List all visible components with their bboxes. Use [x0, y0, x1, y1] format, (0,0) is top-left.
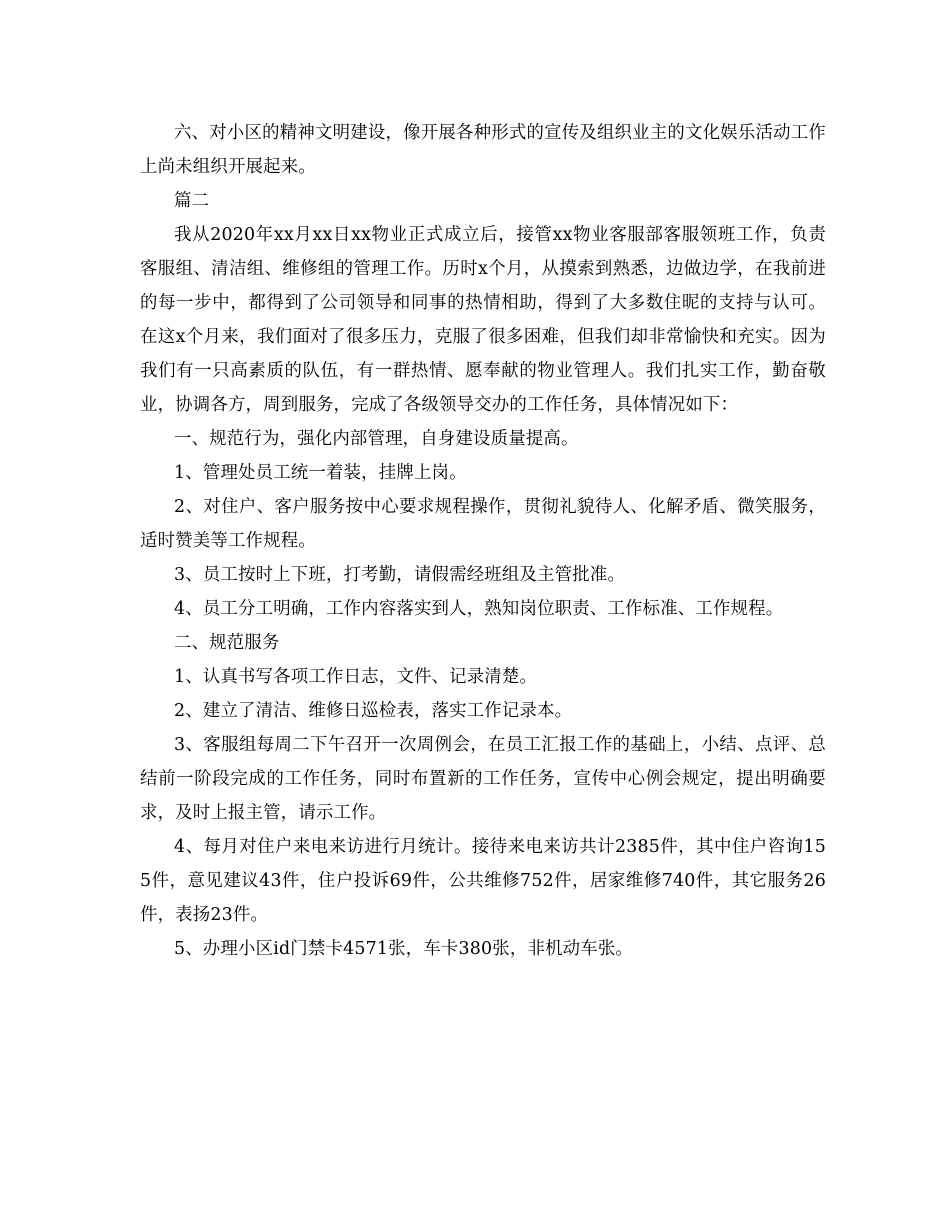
- section-heading-standardize-service: 二、规范服务: [174, 633, 280, 653]
- document-body: [140, 116, 826, 966]
- list-item-weekly-meeting: 3、客服组每周二下午召开一次周例会，在员工汇报工作的基础上，小结、点评、总结前一阶段完成的工作任务，同时布置新的工作任务，宣传中心例会规定，提出明确要求，及时上报主管，请示工作。: [140, 735, 826, 823]
- list-item-division-of-labor: 4、员工分工明确，工作内容落实到人，熟知岗位职责、工作标准、工作规程。: [174, 599, 784, 619]
- section-heading-standardize-conduct: 一、规范行为，强化内部管理，自身建设质量提高。: [174, 429, 579, 449]
- paragraph-intro: 我从2020年xx月xx日xx物业正式成立后，接管xx物业客服部客服领班工作，负责客服组、清洁组、维修组的管理工作。历时x个月，从摸索到熟悉，边做边学，在我前进的每一步中，都得到了公司领导和同事的热情相助，得到了大多数住昵的支持与认可。在这x个月来，我们面对了很多压力，克服了很多困难，但我们却非常愉快和充实。因为我们有一只高素质的队伍，有一群热情、愿奉献的物业管理人。我们扎实工作，勤奋敬业，协调各方，周到服务，完成了各级领导交办的工作任务，具体情况如下：: [140, 225, 826, 415]
- list-item-attendance: 3、员工按时上下班，打考勤，请假需经班组及主管批准。: [174, 565, 626, 585]
- section-heading-part-two: 篇二: [174, 191, 210, 211]
- paragraph-spiritual-civilization: 六、对小区的精神文明建设，像开展各种形式的宣传及组织业主的文化娱乐活动工作上尚未组织开展起来。: [140, 123, 826, 177]
- list-item-uniform: 1、管理处员工统一着装，挂牌上岗。: [174, 463, 467, 483]
- list-item-service-rules: 2、对住户、客户服务按中心要求规程操作，贯彻礼貌待人、化解矛盾、微笑服务，适时赞美等工作规程。: [140, 497, 826, 551]
- list-item-monthly-statistics: 4、每月对住户来电来访进行月统计。接待来电来访共计2385件，其中住户咨询155件，意见建议43件，住户投诉69件，公共维修752件，居家维修740件，其它服务26件，表扬23件。: [140, 837, 826, 925]
- list-item-access-cards: 5、办理小区id门禁卡4571张，车卡380张，非机动车张。: [174, 939, 634, 959]
- list-item-inspection-sheet: 2、建立了清洁、维修日巡检表，落实工作记录本。: [174, 701, 573, 721]
- list-item-work-logs: 1、认真书写各项工作日志，文件、记录清楚。: [174, 667, 538, 687]
